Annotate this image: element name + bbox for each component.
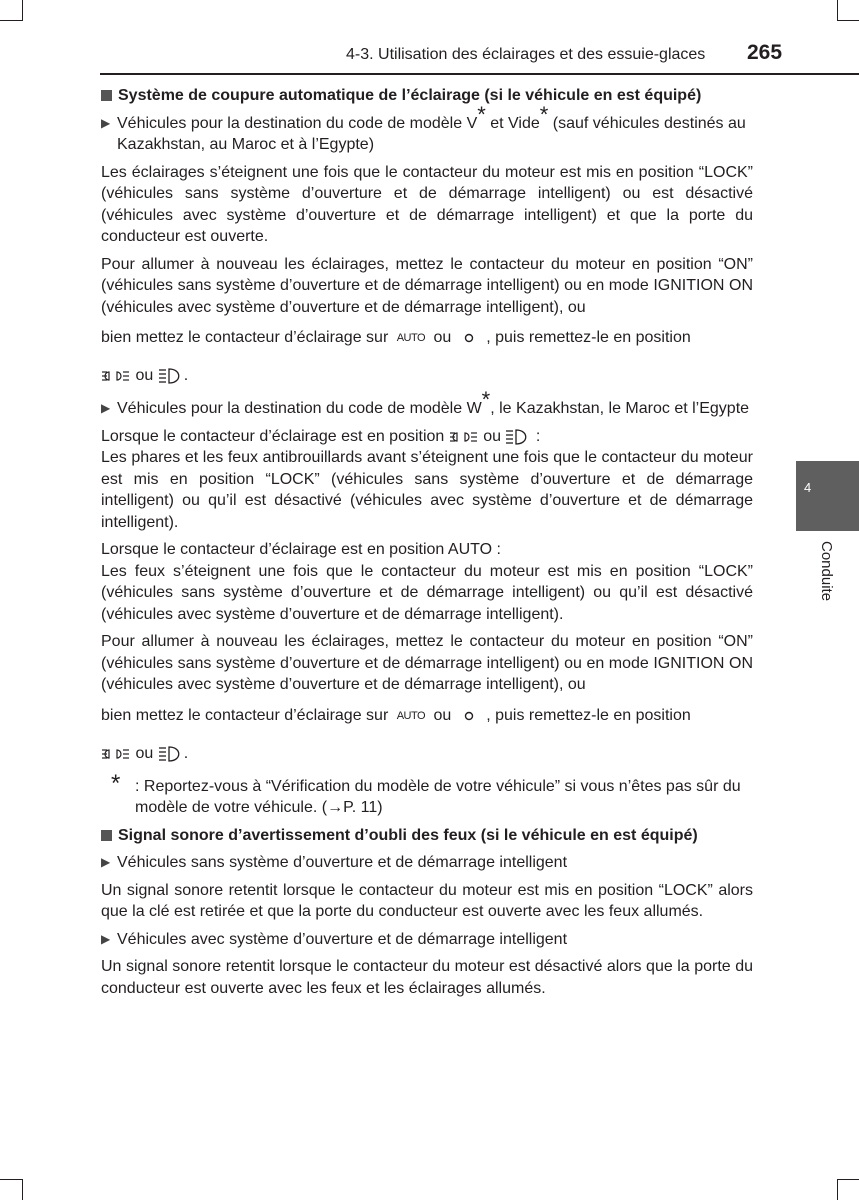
heading-text: Système de coupure automatique de l’éclairage (si le véhicule en est équipé) xyxy=(118,87,702,104)
triangle-bullet-icon: ▶ xyxy=(101,931,111,946)
asterisk: * xyxy=(111,769,121,797)
off-position-icon xyxy=(456,331,482,345)
crop-mark xyxy=(837,0,838,21)
paragraph: Un signal sonore retentit lorsque le contacteur du moteur est mis en position “LOCK” alors que la clé est retirée et que la porte du conducteur est ouverte avec les feux allumés. xyxy=(101,881,753,921)
square-bullet-icon xyxy=(101,90,112,101)
headlight-icon xyxy=(158,746,184,762)
paragraph: Pour allumer à nouveau les éclairages, mettez le contacteur du moteur en position “ON” (véhicules sans système d’ouverture et de démarrage intelligent) ou en mode IGNITION ON (véhicules avec système d’ouverture et de démarrage intelligent), ou xyxy=(101,633,753,694)
section-heading xyxy=(101,85,753,107)
paragraph: Les éclairages s’éteignent une fois que le contacteur du moteur est mis en position “LOCK” (véhicules sans système d’ouverture et de démarrage intelligent) ou est désactivé (véhicules avec système d’ouverture et de démarrage intelligent) et que la porte du conducteur est ouverte. xyxy=(101,163,753,245)
text: ou xyxy=(483,427,502,445)
page-content xyxy=(101,85,753,1005)
paragraph: Les feux s’éteignent une fois que le contacteur du moteur est mis en position “LOCK” (véhicules sans système d’ouverture et de démarrage intelligent) ou qu’il est désactivé (véhicules avec système d’ouverture et de démarrage intelligent). xyxy=(101,562,753,623)
tail-light-icon xyxy=(101,747,131,761)
section-heading xyxy=(101,825,753,847)
paragraph-with-icons: Lorsque le contacteur d’éclairage est en position ou : xyxy=(101,427,541,445)
text: (sauf véhicules destinés au Kazakhstan, au Maroc et à l’Egypte) xyxy=(117,114,746,153)
text: ou xyxy=(433,706,452,724)
paragraph: Les phares et les feux antibrouillards avant s’éteignent une fois que le contacteur du moteur est mis en position “LOCK” (véhicules sans système d’ouverture et de démarrage intelligent) ou qu’il est désactivé (véhicules avec système d’ouverture et de démarrage intelligent). xyxy=(101,449,753,531)
text: Véhicules sans système d’ouverture et de démarrage intelligent xyxy=(117,854,568,872)
paragraph: Lorsque le contacteur d’éclairage est en position AUTO : xyxy=(101,541,501,559)
auto-switch-icon: AUTO xyxy=(396,332,426,344)
footnote xyxy=(101,769,753,819)
paragraph-with-icons xyxy=(101,322,753,354)
subsection-item xyxy=(101,101,753,156)
chapter-number: 4 xyxy=(804,480,812,495)
section-title: 4-3. Utilisation des éclairages et des essuie-glaces xyxy=(346,46,706,63)
asterisk: * xyxy=(481,387,491,413)
heading-text: Signal sonore d’avertissement d’oubli des feux (si le véhicule en est équipé) xyxy=(118,826,698,844)
text: , le Kazakhstan, le Maroc et l’Egypte xyxy=(490,400,750,418)
headlight-icon xyxy=(158,368,184,384)
subsection-item xyxy=(101,929,753,951)
subsection-item xyxy=(101,387,753,420)
square-bullet-icon xyxy=(101,830,112,841)
paragraph-with-icons: ou . xyxy=(101,360,753,392)
text: Véhicules avec système d’ouverture et de démarrage intelligent xyxy=(117,930,568,948)
crop-mark xyxy=(22,1179,23,1200)
text: , puis remettez-le en position xyxy=(486,706,691,724)
text: Lorsque le contacteur d’éclairage est en position xyxy=(101,427,445,445)
text: ou xyxy=(135,367,154,385)
paragraph: Un signal sonore retentit lorsque le contacteur du moteur est désactivé alors que la porte du conducteur est ouverte avec les feux et les éclairages allumés. xyxy=(101,958,753,997)
crop-mark xyxy=(837,20,859,21)
crop-mark xyxy=(0,1179,22,1180)
text: bien mettez le contacteur d’éclairage sur xyxy=(101,706,389,724)
text: , puis remettez-le en position xyxy=(486,329,691,347)
text: et Vide xyxy=(485,114,540,132)
asterisk: * xyxy=(539,101,549,127)
paragraph-with-icons xyxy=(101,700,753,732)
header-rule xyxy=(100,73,859,75)
paragraph-with-icons: ou . xyxy=(101,738,753,770)
crop-mark xyxy=(0,20,22,21)
crop-mark xyxy=(837,1179,838,1200)
subsection-item xyxy=(101,852,753,874)
tail-light-icon xyxy=(101,369,131,383)
off-position-icon xyxy=(456,709,482,723)
chapter-tab[interactable] xyxy=(796,461,859,531)
footnote-text: : Reportez-vous à “Vérification du modèle de votre véhicule” si vous n’êtes pas sûr du modèle de votre véhicule. (→P. 11) xyxy=(135,777,741,817)
page-number: 265 xyxy=(747,41,783,64)
crop-mark xyxy=(837,1179,859,1180)
text: Véhicules pour la destination du code de modèle V xyxy=(117,114,478,132)
chapter-title: Conduite xyxy=(818,541,835,602)
triangle-bullet-icon: ▶ xyxy=(101,855,111,870)
auto-switch-icon: AUTO xyxy=(396,709,426,722)
crop-mark xyxy=(22,0,23,21)
text: ou xyxy=(135,744,154,762)
triangle-bullet-icon: ▶ xyxy=(101,115,111,130)
tail-light-icon xyxy=(449,430,479,444)
text: Véhicules pour la destination du code de modèle W xyxy=(117,400,482,418)
text: bien mettez le contacteur d’éclairage sur xyxy=(101,329,389,347)
triangle-bullet-icon: ▶ xyxy=(101,401,111,416)
headlight-icon xyxy=(505,429,531,445)
text: ou xyxy=(433,329,452,347)
asterisk: * xyxy=(477,101,486,127)
paragraph: Pour allumer à nouveau les éclairages, mettez le contacteur du moteur en position “ON” (véhicules sans système d’ouverture et de démarrage intelligent) ou en mode IGNITION ON (véhicules avec système d’ouverture et de démarrage intelligent), ou xyxy=(101,255,753,316)
